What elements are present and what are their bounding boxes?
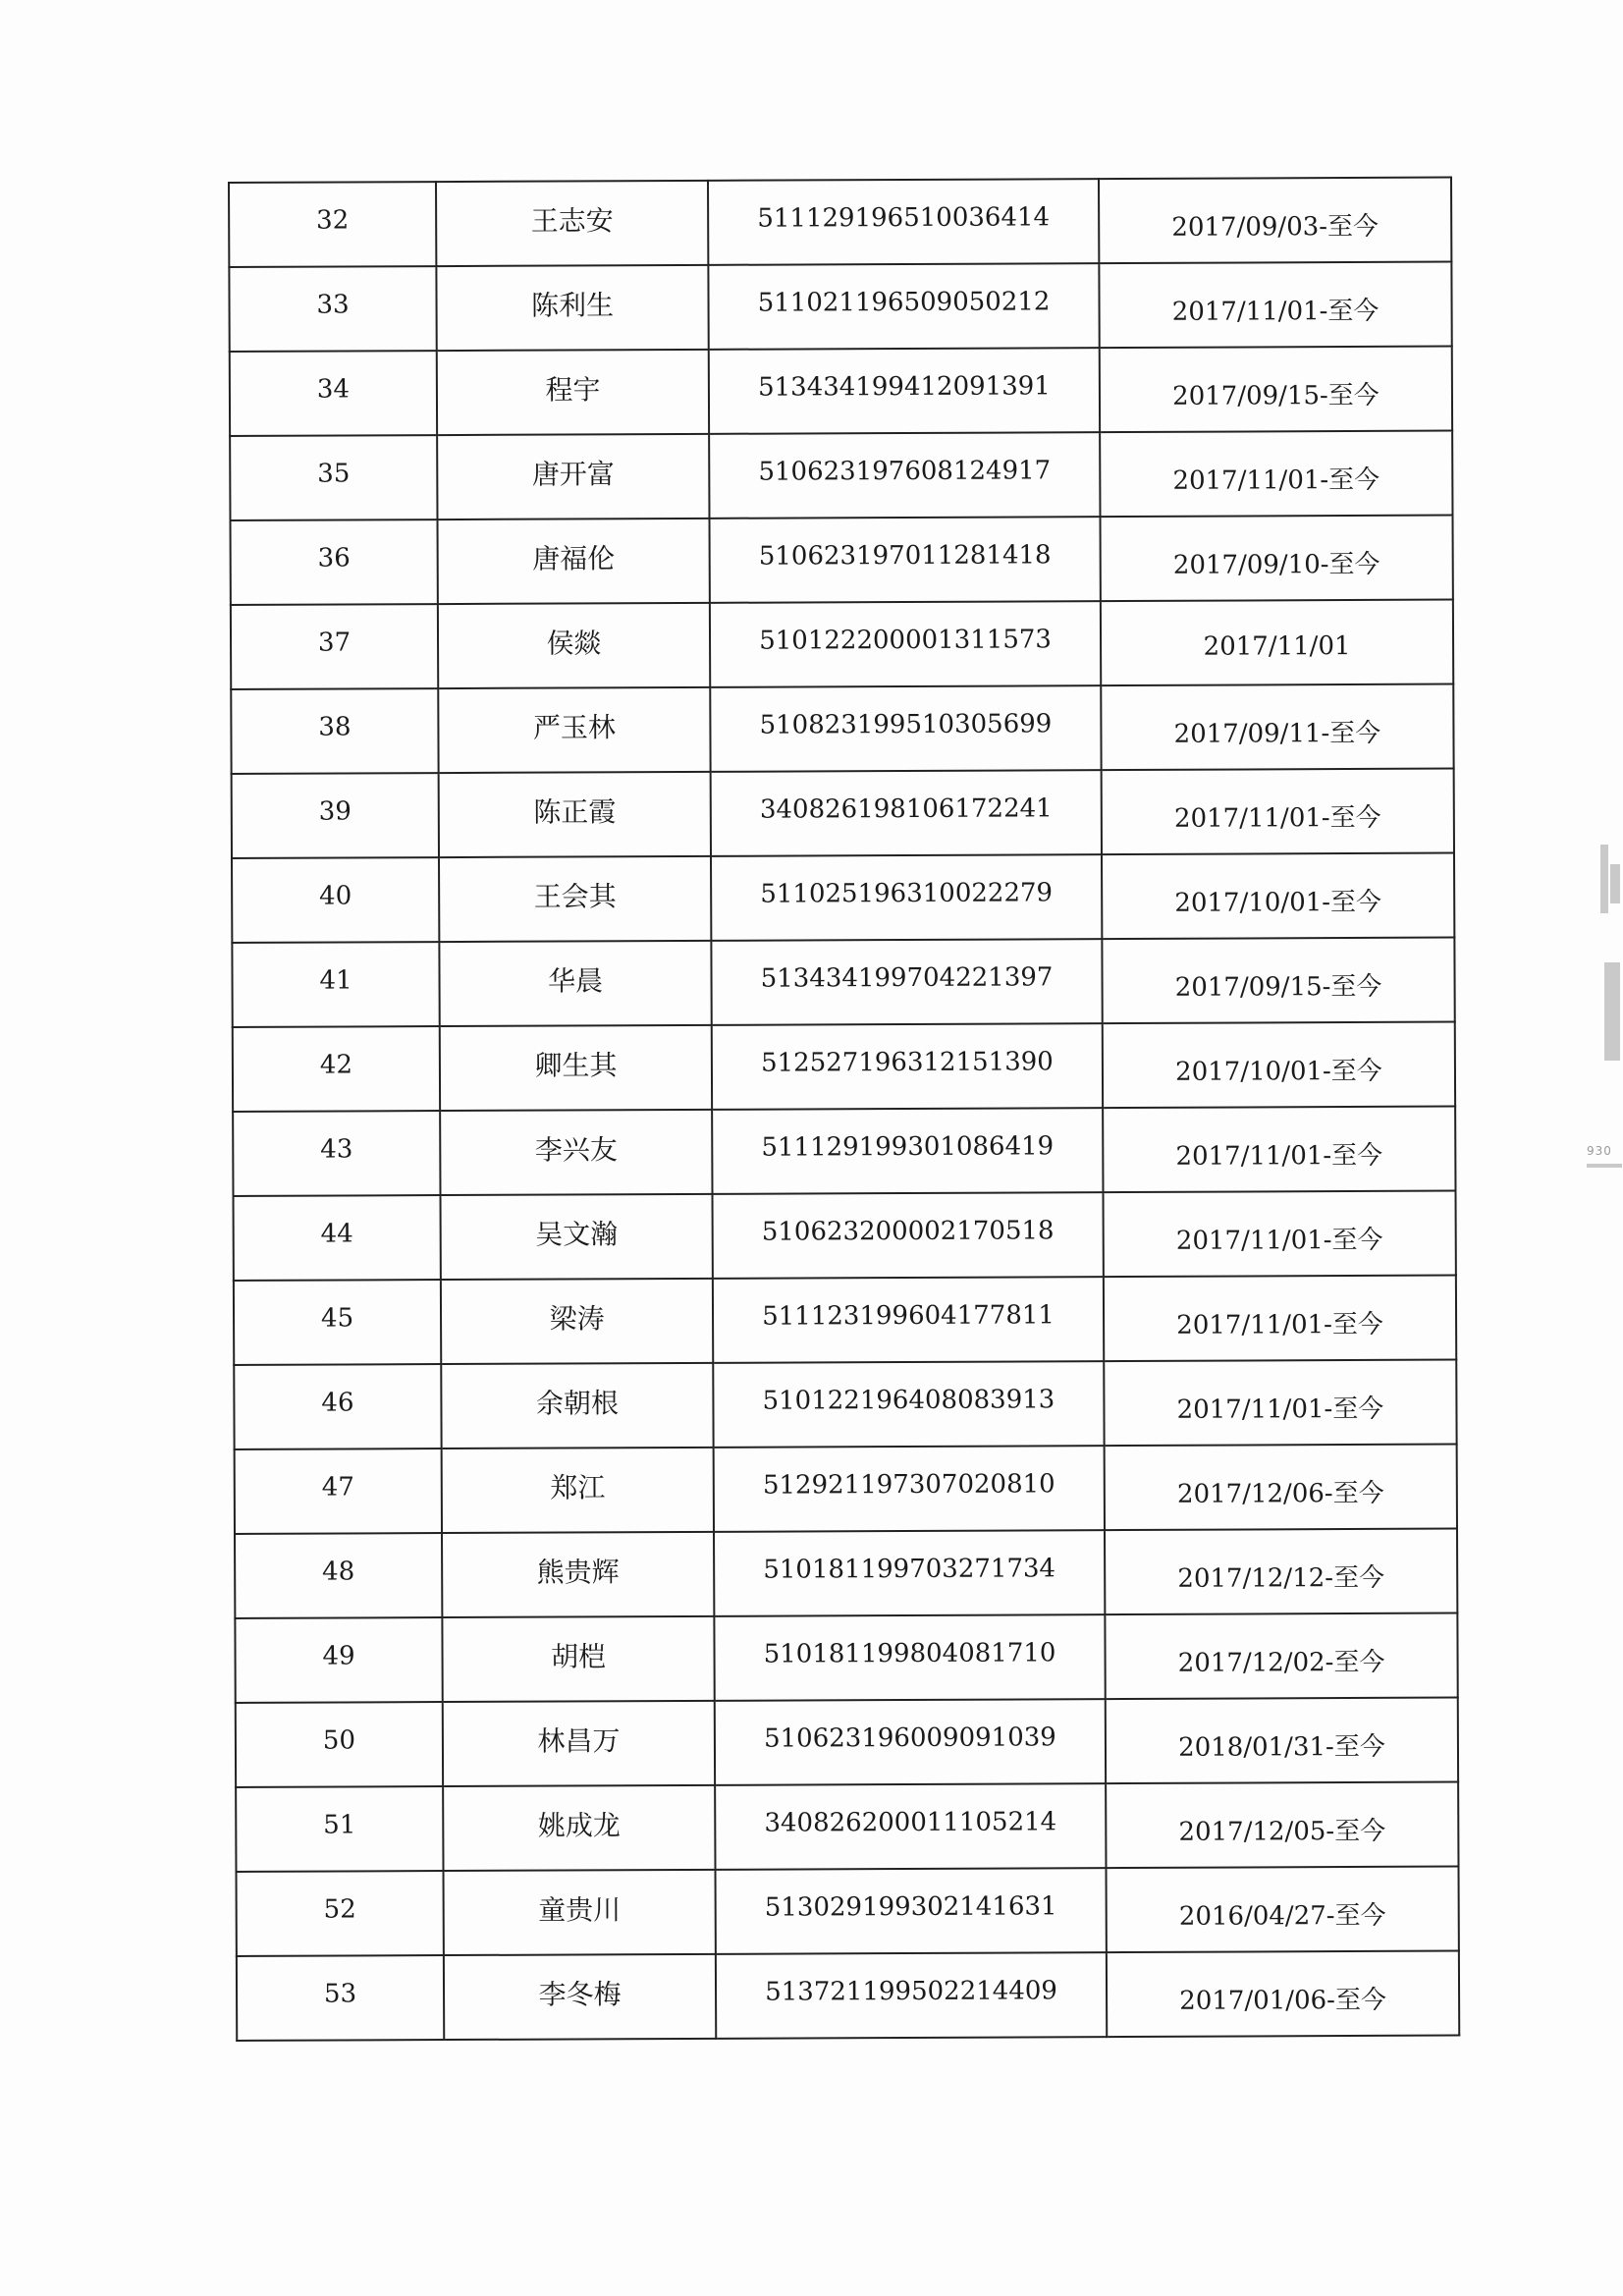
table-row xyxy=(231,516,1453,605)
id-number-cell xyxy=(716,1868,1107,1954)
id-number-text: 510623200002170518 xyxy=(761,1216,1055,1247)
id-number-cell xyxy=(714,1530,1105,1616)
employee-name-cell xyxy=(443,1785,715,1871)
row-number-cell xyxy=(237,1871,444,1956)
id-number-text: 510623197011281418 xyxy=(758,540,1052,572)
employment-period-cell xyxy=(1105,1613,1457,1700)
employee-name-cell xyxy=(442,1448,714,1533)
employment-period-text: 2017/11/01-至今 xyxy=(1173,802,1381,834)
employment-period-cell xyxy=(1104,1276,1456,1362)
employee-name-cell xyxy=(438,687,710,773)
employee-name-text: 胡桤 xyxy=(550,1640,607,1673)
employment-period-cell xyxy=(1104,1360,1456,1447)
employment-period-text: 2017/11/01-至今 xyxy=(1176,1394,1384,1425)
row-number-cell xyxy=(233,1026,440,1112)
id-number-text: 510623197608124917 xyxy=(758,456,1052,487)
table-row xyxy=(235,1613,1457,1703)
id-number-text: 512921197307020810 xyxy=(762,1469,1055,1501)
table-row xyxy=(230,431,1452,520)
employee-name-text: 严玉林 xyxy=(532,711,617,744)
employee-name-text: 童贵川 xyxy=(538,1893,622,1927)
table-row xyxy=(236,1698,1458,1787)
employee-name-text: 王会其 xyxy=(533,880,617,913)
employment-period-text: 2017/09/15-至今 xyxy=(1174,971,1382,1003)
employee-name-cell xyxy=(436,265,708,351)
id-number-text: 511129196510036414 xyxy=(757,202,1051,234)
employee-roster-table xyxy=(228,177,1460,2042)
row-number-text: 38 xyxy=(318,712,352,742)
employment-period-text: 2017/11/01-至今 xyxy=(1175,1140,1383,1172)
id-number-text: 511025196310022279 xyxy=(760,878,1054,909)
employment-period-cell xyxy=(1103,1191,1455,1278)
id-number-text: 340826200011105214 xyxy=(764,1807,1057,1838)
employee-name-cell xyxy=(437,350,709,435)
employment-period-text: 2018/01/31-至今 xyxy=(1178,1731,1385,1763)
employee-name-cell xyxy=(439,772,711,857)
employment-period-text: 2017/11/01-至今 xyxy=(1175,1225,1383,1256)
employee-name-text: 侯燚 xyxy=(546,627,602,660)
row-number-text: 33 xyxy=(316,290,350,320)
employment-period-text: 2017/12/02-至今 xyxy=(1177,1647,1385,1678)
employment-period-text: 2017/12/05-至今 xyxy=(1178,1816,1386,1847)
employee-name-text: 王志安 xyxy=(530,204,614,238)
id-number-cell xyxy=(709,348,1100,434)
id-number-text: 513434199412091391 xyxy=(757,371,1051,403)
employee-name-text: 华晨 xyxy=(547,964,604,998)
employment-period-text: 2017/09/03-至今 xyxy=(1171,211,1380,243)
employment-period-text: 2017/11/01-至今 xyxy=(1172,465,1380,496)
table-row xyxy=(236,1782,1458,1872)
id-number-text: 340826198106172241 xyxy=(759,793,1053,825)
row-number-text: 50 xyxy=(322,1725,356,1756)
table-row xyxy=(234,1191,1456,1281)
employee-name-text: 林昌万 xyxy=(537,1724,621,1758)
id-number-text: 513434199704221397 xyxy=(760,962,1054,994)
row-number-cell xyxy=(231,519,438,605)
table-row xyxy=(232,938,1454,1027)
employee-name-text: 郑江 xyxy=(550,1471,606,1504)
id-number-cell xyxy=(708,179,1099,265)
id-number-cell xyxy=(715,1699,1106,1785)
row-number-text: 43 xyxy=(320,1134,353,1165)
employee-name-text: 李兴友 xyxy=(534,1133,618,1167)
employee-name-text: 卿生其 xyxy=(534,1049,618,1082)
employment-period-cell xyxy=(1102,938,1454,1024)
row-number-cell xyxy=(233,1111,440,1196)
row-number-text: 52 xyxy=(323,1894,356,1925)
id-number-text: 510122196408083913 xyxy=(762,1385,1055,1416)
row-number-text: 51 xyxy=(323,1810,356,1840)
employment-period-cell xyxy=(1100,516,1452,602)
employee-name-cell xyxy=(444,1870,716,1955)
id-number-cell xyxy=(713,1277,1104,1363)
employee-name-cell xyxy=(438,519,710,604)
row-number-cell xyxy=(230,351,437,436)
id-number-cell xyxy=(708,263,1099,350)
table-row xyxy=(234,1360,1456,1449)
employment-period-text: 2017/09/11-至今 xyxy=(1173,718,1381,749)
employee-name-text: 唐福伦 xyxy=(532,542,616,575)
id-number-cell xyxy=(714,1446,1105,1532)
row-number-text: 41 xyxy=(319,965,352,996)
employment-period-text: 2017/09/10-至今 xyxy=(1172,549,1380,580)
employee-name-text: 陈利生 xyxy=(530,289,615,322)
id-number-text: 510122200001311573 xyxy=(759,625,1052,656)
employee-name-cell xyxy=(439,856,711,942)
row-number-text: 44 xyxy=(320,1219,353,1249)
row-number-text: 48 xyxy=(322,1557,355,1587)
employee-name-cell xyxy=(443,1701,715,1786)
employee-name-text: 程宇 xyxy=(545,373,601,407)
id-number-text: 513029199302141631 xyxy=(764,1891,1057,1923)
id-number-cell xyxy=(712,1108,1103,1194)
table-row xyxy=(237,1951,1459,2041)
scan-edge-digits: 930 xyxy=(1587,1144,1612,1158)
employee-name-text: 唐开富 xyxy=(531,458,615,491)
employment-period-text: 2017/12/06-至今 xyxy=(1176,1478,1384,1509)
id-number-text: 510823199510305699 xyxy=(759,709,1053,740)
row-number-cell xyxy=(235,1533,442,1618)
row-number-cell xyxy=(234,1364,441,1449)
table-row xyxy=(229,262,1451,352)
table-row xyxy=(229,178,1451,267)
row-number-text: 37 xyxy=(317,628,352,658)
table-row xyxy=(234,1276,1456,1365)
id-number-cell xyxy=(713,1361,1104,1448)
employee-name-text: 吴文瀚 xyxy=(535,1218,619,1251)
id-number-text: 511129199301086419 xyxy=(761,1131,1055,1163)
employee-name-cell xyxy=(441,1279,713,1364)
id-number-text: 513721199502214409 xyxy=(765,1976,1057,2007)
id-number-cell xyxy=(711,854,1102,941)
employment-period-text: 2017/11/01-至今 xyxy=(1171,296,1380,327)
employment-period-cell xyxy=(1101,600,1453,686)
row-number-cell xyxy=(231,688,438,774)
employee-name-text: 姚成龙 xyxy=(537,1809,621,1842)
row-number-text: 34 xyxy=(316,374,351,405)
row-number-text: 49 xyxy=(322,1641,355,1671)
table-row xyxy=(235,1529,1457,1618)
row-number-cell xyxy=(230,435,437,520)
table-row xyxy=(233,1022,1455,1112)
employee-name-cell xyxy=(442,1532,714,1617)
employee-name-cell xyxy=(441,1194,713,1280)
scan-edge-mark xyxy=(1610,864,1620,903)
row-number-text: 35 xyxy=(317,459,351,489)
table-row xyxy=(231,600,1453,689)
row-number-text: 32 xyxy=(316,205,350,236)
employment-period-cell xyxy=(1107,1867,1459,1953)
id-number-text: 511123199604177811 xyxy=(762,1300,1055,1332)
employee-name-text: 李冬梅 xyxy=(538,1978,622,2011)
row-number-text: 45 xyxy=(320,1303,354,1334)
row-number-cell xyxy=(232,942,439,1027)
id-number-cell xyxy=(710,601,1101,687)
row-number-cell xyxy=(236,1786,443,1872)
table-row xyxy=(232,769,1454,858)
id-number-text: 510181199703271734 xyxy=(763,1554,1056,1585)
employee-name-cell xyxy=(436,181,708,266)
employment-period-text: 2017/12/12-至今 xyxy=(1177,1562,1385,1594)
employee-name-text: 梁涛 xyxy=(549,1302,605,1336)
employment-period-cell xyxy=(1100,431,1452,518)
employment-period-cell xyxy=(1103,1107,1455,1193)
row-number-cell xyxy=(235,1617,442,1703)
row-number-cell xyxy=(234,1280,441,1365)
employee-name-cell xyxy=(442,1616,714,1702)
employment-period-cell xyxy=(1106,1782,1458,1869)
id-number-cell xyxy=(712,1023,1103,1110)
employee-name-text: 余朝根 xyxy=(535,1387,620,1420)
row-number-cell xyxy=(231,604,438,689)
employee-name-cell xyxy=(440,1110,712,1195)
employment-period-text: 2017/11/01-至今 xyxy=(1176,1309,1383,1340)
employment-period-cell xyxy=(1099,178,1451,264)
scan-edge-mark xyxy=(1604,962,1620,1061)
id-number-cell xyxy=(711,939,1102,1025)
employee-name-text: 陈正霞 xyxy=(533,795,617,829)
row-number-text: 42 xyxy=(319,1050,353,1080)
row-number-cell xyxy=(236,1702,443,1787)
employment-period-text: 2017/10/01-至今 xyxy=(1175,1056,1382,1087)
employment-period-text: 2017/10/01-至今 xyxy=(1174,887,1382,918)
employee-name-cell xyxy=(437,434,709,519)
id-number-cell xyxy=(711,770,1102,856)
row-number-cell xyxy=(234,1195,441,1281)
employment-period-text: 2017/11/01 xyxy=(1203,631,1351,662)
row-number-text: 53 xyxy=(323,1979,357,2009)
employee-name-text: 熊贵辉 xyxy=(536,1556,620,1589)
employee-name-cell xyxy=(438,603,710,688)
row-number-cell xyxy=(229,182,436,267)
scan-edge-residue xyxy=(1583,845,1623,1198)
id-number-cell xyxy=(714,1614,1105,1701)
id-number-cell xyxy=(715,1783,1106,1870)
row-number-text: 46 xyxy=(321,1388,354,1418)
employment-period-cell xyxy=(1101,684,1453,771)
employee-name-cell xyxy=(439,941,711,1026)
row-number-text: 40 xyxy=(319,881,352,911)
row-number-cell xyxy=(232,773,439,858)
employment-period-cell xyxy=(1105,1445,1457,1531)
scan-edge-mark xyxy=(1587,1164,1622,1168)
table-row xyxy=(237,1867,1459,1956)
row-number-text: 39 xyxy=(318,796,352,827)
employee-name-cell xyxy=(440,1025,712,1111)
table-row xyxy=(231,684,1453,774)
row-number-cell xyxy=(229,266,436,352)
row-number-cell xyxy=(232,857,439,943)
table-row xyxy=(230,347,1452,436)
id-number-cell xyxy=(713,1192,1104,1279)
id-number-cell xyxy=(710,517,1101,603)
employment-period-text: 2017/01/06-至今 xyxy=(1179,1985,1386,2016)
employment-period-cell xyxy=(1103,1022,1455,1109)
row-number-text: 47 xyxy=(321,1472,354,1503)
employment-period-cell xyxy=(1106,1698,1458,1784)
id-number-cell xyxy=(709,432,1100,519)
id-number-cell xyxy=(710,685,1101,772)
employment-period-text: 2017/09/15-至今 xyxy=(1172,380,1380,411)
table-row xyxy=(232,853,1454,943)
row-number-text: 36 xyxy=(317,543,351,574)
employment-period-cell xyxy=(1107,1951,1459,2038)
id-number-text: 511021196509050212 xyxy=(757,287,1051,318)
id-number-text: 510623196009091039 xyxy=(763,1722,1056,1754)
employment-period-cell xyxy=(1102,769,1454,855)
employment-period-cell xyxy=(1099,262,1451,349)
row-number-cell xyxy=(237,1955,444,2041)
scan-edge-mark xyxy=(1600,845,1608,913)
table-row xyxy=(233,1107,1455,1196)
id-number-text: 512527196312151390 xyxy=(760,1047,1054,1078)
employment-period-text: 2016/04/27-至今 xyxy=(1178,1900,1386,1932)
employment-period-cell xyxy=(1100,347,1452,433)
employee-name-cell xyxy=(444,1954,716,2040)
row-number-cell xyxy=(235,1449,442,1534)
id-number-cell xyxy=(716,1952,1107,2039)
employment-period-cell xyxy=(1102,853,1454,940)
employment-period-cell xyxy=(1105,1529,1457,1615)
employee-name-cell xyxy=(441,1363,713,1449)
roster-table-body xyxy=(229,178,1459,2041)
table-row xyxy=(235,1445,1457,1534)
id-number-text: 510181199804081710 xyxy=(763,1638,1056,1669)
